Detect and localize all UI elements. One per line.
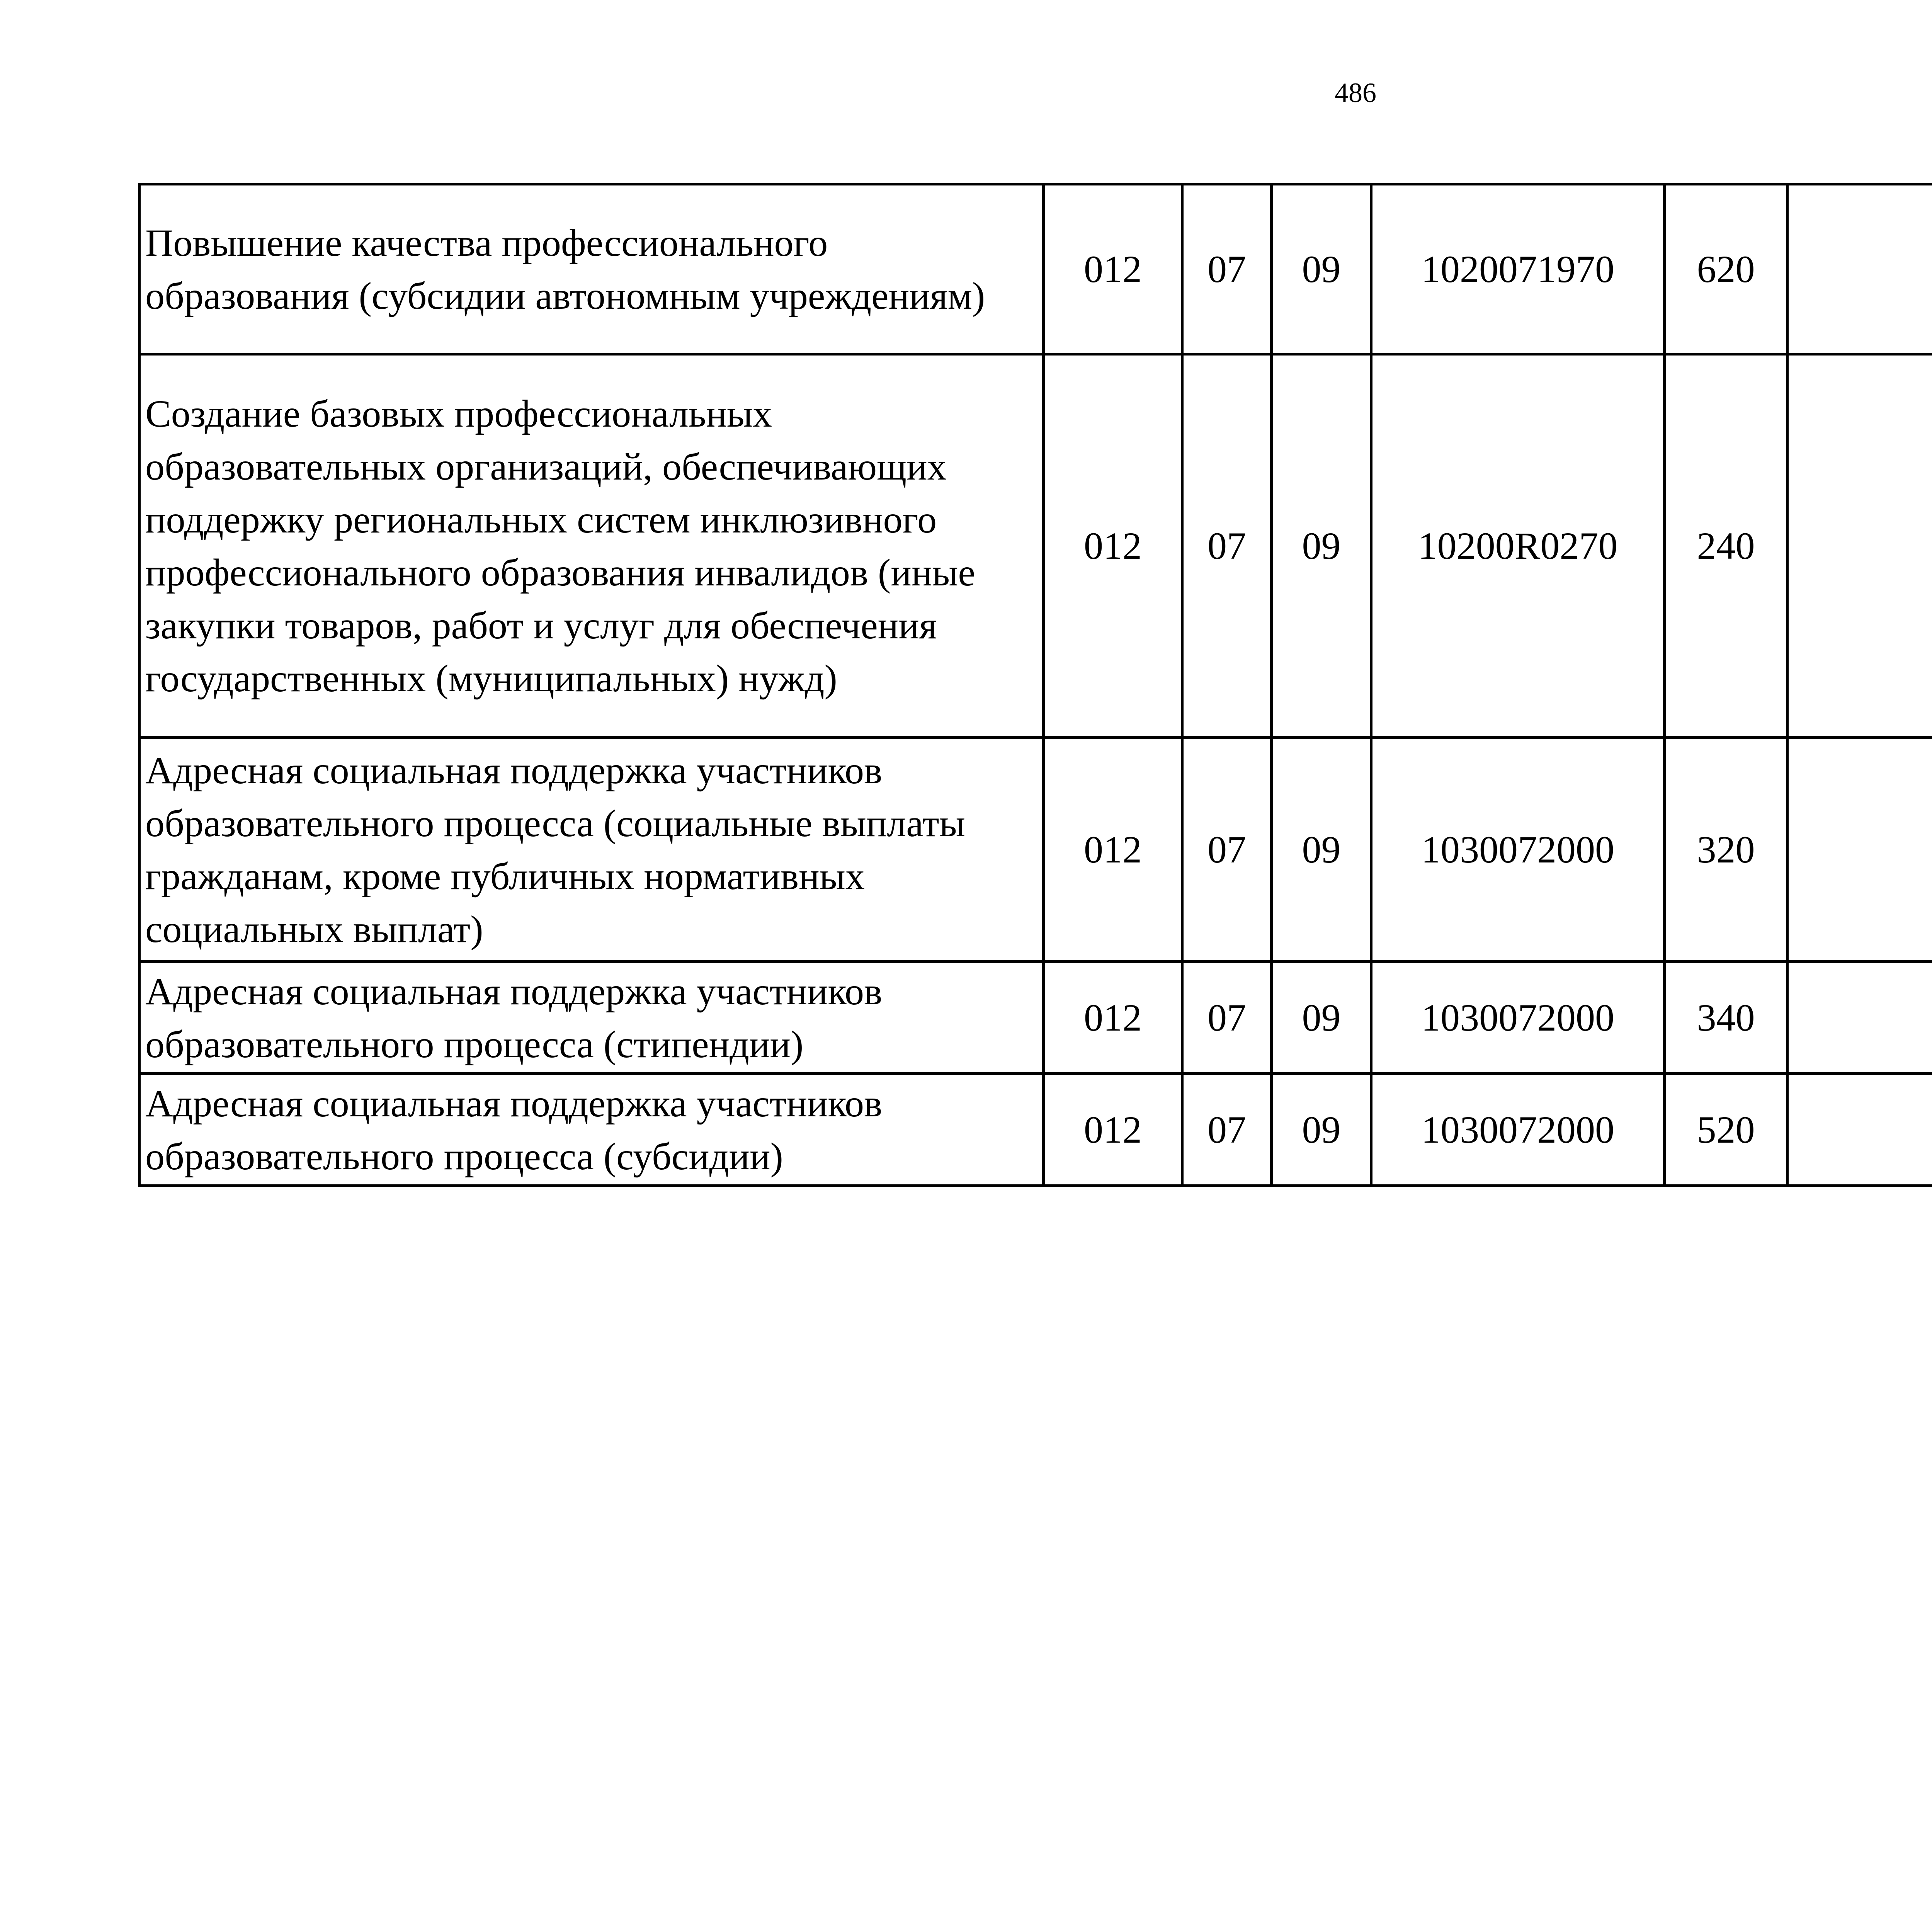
amount-1	[1787, 738, 1932, 962]
target-article-code: 1030072000	[1371, 1074, 1665, 1186]
amount-1	[1787, 1074, 1932, 1186]
amount-1	[1787, 354, 1932, 738]
target-article-code: 10200R0270	[1371, 354, 1665, 738]
ministry-code: 012	[1044, 184, 1182, 354]
section-code: 07	[1182, 354, 1272, 738]
target-article-code: 1020071970	[1371, 184, 1665, 354]
table-row	[139, 354, 1932, 738]
expense-type-code: 320	[1665, 738, 1787, 962]
section-code: 07	[1182, 1074, 1272, 1186]
row-description: Повышение качества профессионального образования (субсидии автономным учреждениям)	[139, 184, 1044, 354]
ministry-code: 012	[1044, 1074, 1182, 1186]
row-description: Адресная социальная поддержка участников образовательного процесса (стипендии)	[139, 962, 1044, 1074]
row-description: Создание базовых профессиональных образовательных организаций, обеспечивающих поддержку региональных систем инклюзивного профессионального образования инвалидов (иные закупки товаров, работ и услуг для обеспечения государственных (муниципальных) нужд)	[139, 354, 1044, 738]
ministry-code: 012	[1044, 962, 1182, 1074]
subsection-code: 09	[1272, 738, 1371, 962]
section-code: 07	[1182, 962, 1272, 1074]
subsection-code: 09	[1272, 184, 1371, 354]
expense-type-code: 240	[1665, 354, 1787, 738]
table-row	[139, 962, 1932, 1074]
budget-table	[138, 183, 1932, 1187]
table-row	[139, 1074, 1932, 1186]
target-article-code: 1030072000	[1371, 738, 1665, 962]
amount-1	[1787, 962, 1932, 1074]
target-article-code: 1030072000	[1371, 962, 1665, 1074]
table-row	[139, 184, 1932, 354]
expense-type-code: 520	[1665, 1074, 1787, 1186]
subsection-code: 09	[1272, 962, 1371, 1074]
row-description: Адресная социальная поддержка участников образовательного процесса (социальные выплаты гражданам, кроме публичных нормативных социальных выплат)	[139, 738, 1044, 962]
subsection-code: 09	[1272, 354, 1371, 738]
page-number: 486	[1335, 77, 1376, 108]
table-row	[139, 738, 1932, 962]
row-description: Адресная социальная поддержка участников образовательного процесса (субсидии)	[139, 1074, 1044, 1186]
amount-1	[1787, 184, 1932, 354]
ministry-code: 012	[1044, 354, 1182, 738]
subsection-code: 09	[1272, 1074, 1371, 1186]
section-code: 07	[1182, 738, 1272, 962]
ministry-code: 012	[1044, 738, 1182, 962]
expense-type-code: 620	[1665, 184, 1787, 354]
section-code: 07	[1182, 184, 1272, 354]
expense-type-code: 340	[1665, 962, 1787, 1074]
